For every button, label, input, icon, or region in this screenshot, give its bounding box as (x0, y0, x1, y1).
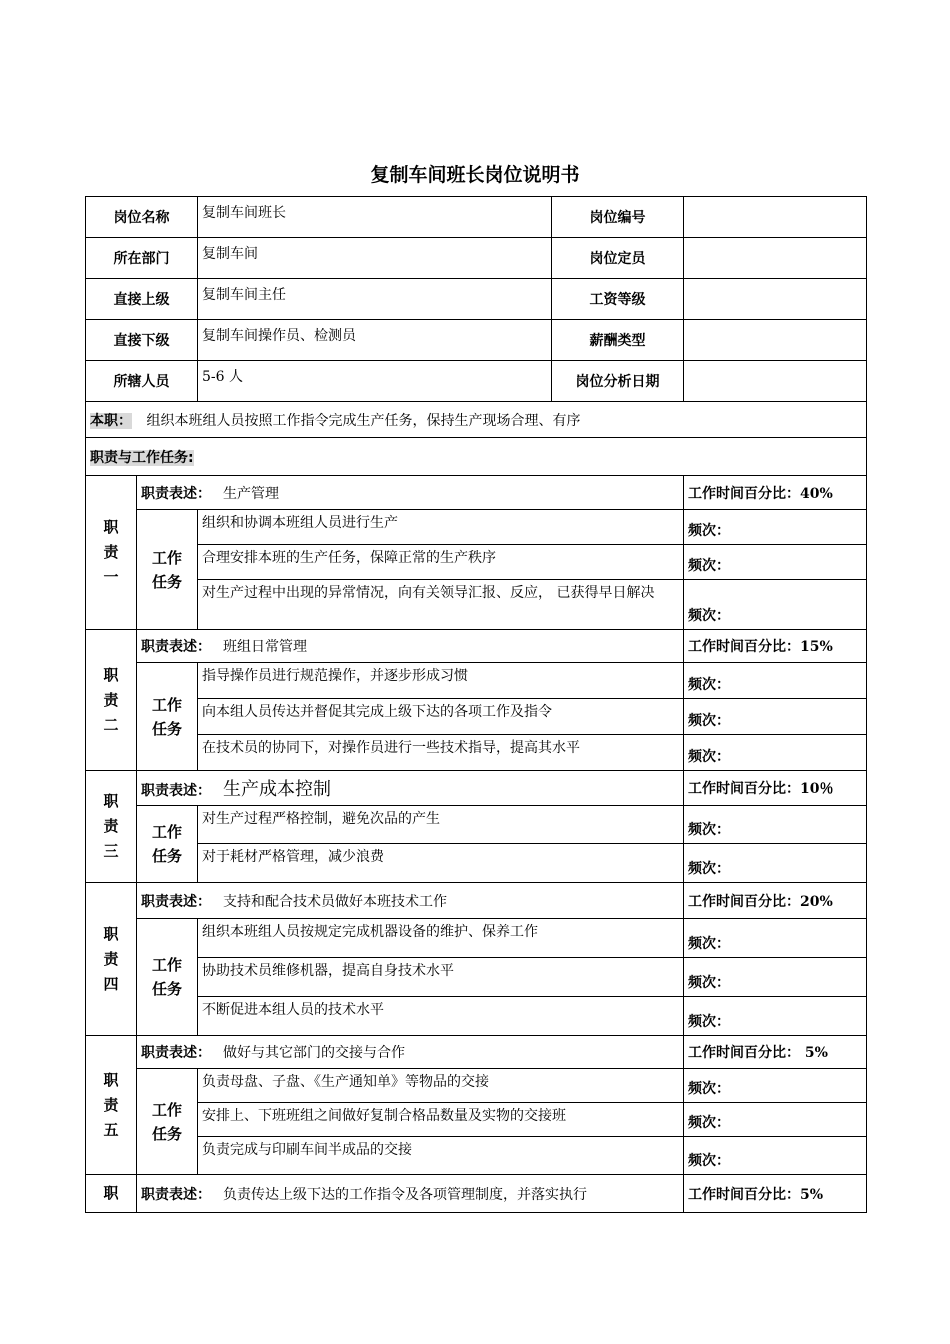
duty-name: 职 责 二 (86, 630, 137, 771)
work-task-label: 工作 任务 (137, 510, 198, 630)
duties-heading-row (86, 438, 867, 476)
field-value (684, 361, 867, 402)
duty-desc-label: 职责表述： (141, 639, 211, 655)
field-value: 复制车间操作员、检测员 (198, 320, 552, 361)
duty-summary-text: 组织本班组人员按照工作指令完成生产任务，保持生产现场合理、有序 (146, 412, 581, 429)
work-time-percent-label: 工作时间百分比： (688, 893, 800, 910)
job-description-table (85, 196, 867, 1213)
work-time-percent-value: 15% (800, 639, 833, 655)
work-time-percent-value: 5% (800, 1186, 824, 1203)
duty-description (137, 1036, 684, 1069)
work-time-percent-label: 工作时间百分比： (688, 1045, 800, 1061)
field-value: 复制车间 (198, 238, 552, 279)
duty-summary-row (86, 402, 867, 438)
info-row (86, 197, 867, 238)
duty-name: 职 责 四 (86, 883, 137, 1036)
task-row (86, 663, 867, 699)
task-text: 负责母盘、子盘、《生产通知单》等物品的交接 (198, 1069, 684, 1103)
frequency: 频次： (684, 997, 867, 1036)
work-time-percent-label: 工作时间百分比： (688, 639, 800, 655)
frequency: 频次： (684, 844, 867, 883)
task-text: 向本组人员传达并督促其完成上级下达的各项工作及指令 (198, 699, 684, 735)
field-label: 工资等级 (552, 279, 684, 320)
task-row (86, 919, 867, 958)
task-text: 协助技术员维修机器，提高自身技术水平 (198, 958, 684, 997)
field-label: 直接下级 (86, 320, 198, 361)
work-time-percent-value: 20% (800, 893, 833, 910)
duty-desc-text: 做好与其它部门的交接与合作 (223, 1045, 405, 1061)
frequency: 频次： (684, 1103, 867, 1137)
field-label: 岗位编号 (552, 197, 684, 238)
task-row (86, 997, 867, 1036)
field-label: 所辖人员 (86, 361, 198, 402)
task-text: 组织本班组人员按规定完成机器设备的维护、保养工作 (198, 919, 684, 958)
duty-desc-row (86, 1036, 867, 1069)
frequency: 频次： (684, 1137, 867, 1175)
field-value (684, 279, 867, 320)
work-time-percent-value: 40% (800, 485, 833, 502)
duty-desc-text: 负责传达上级下达的工作指令及各项管理制度，并落实执行 (223, 1186, 587, 1203)
duty-desc-label: 职责表述： (141, 893, 211, 910)
task-row (86, 806, 867, 844)
task-text: 对生产过程严格控制，避免次品的产生 (198, 806, 684, 844)
task-text: 组织和协调本班组人员进行生产 (198, 510, 684, 545)
work-time-percent-value: 5% (800, 1045, 828, 1061)
task-text: 指导操作员进行规范操作，并逐步形成习惯 (198, 663, 684, 699)
task-row (86, 735, 867, 771)
task-text: 在技术员的协同下，对操作员进行一些技术指导，提高其水平 (198, 735, 684, 771)
task-row (86, 580, 867, 630)
duty-desc-label: 职责表述： (141, 485, 211, 502)
task-text: 合理安排本班的生产任务，保障正常的生产秩序 (198, 545, 684, 580)
duty-desc-label: 职责表述： (141, 783, 211, 799)
work-time-percent (684, 630, 867, 663)
duty-summary (86, 402, 867, 438)
field-value (684, 197, 867, 238)
field-label: 直接上级 (86, 279, 198, 320)
task-text: 对生产过程中出现的异常情况，向有关领导汇报、反应， 已获得早日解决 (198, 580, 684, 630)
duty-name: 职 责 一 (86, 476, 137, 630)
task-row (86, 699, 867, 735)
duty-description (137, 883, 684, 919)
work-task-label: 工作 任务 (137, 919, 198, 1036)
task-row (86, 1103, 867, 1137)
duty-desc-row (86, 630, 867, 663)
work-task-label: 工作 任务 (137, 806, 198, 883)
duty-desc-text: 生产管理 (223, 485, 279, 502)
document-title: 复制车间班长岗位说明书 (370, 164, 580, 186)
frequency: 频次： (684, 958, 867, 997)
field-value: 复制车间班长 (198, 197, 552, 238)
duty-desc-row (86, 1175, 867, 1213)
task-row (86, 1137, 867, 1175)
work-time-percent-label: 工作时间百分比： (688, 485, 800, 502)
work-time-percent (684, 476, 867, 510)
duty-name: 职 责 三 (86, 771, 137, 883)
work-time-percent (684, 1175, 867, 1213)
duty-description (137, 630, 684, 663)
duty-summary-label: 本职： (90, 412, 132, 429)
work-task-label: 工作 任务 (137, 663, 198, 771)
duty-description (137, 1175, 684, 1213)
task-row (86, 545, 867, 580)
duty-desc-row (86, 883, 867, 919)
work-time-percent-label: 工作时间百分比： (688, 781, 800, 797)
info-row (86, 320, 867, 361)
duties-heading-text: 职责与工作任务: (90, 449, 194, 466)
duty-desc-label: 职责表述： (141, 1045, 211, 1061)
task-row (86, 958, 867, 997)
field-value: 5-6 人 (198, 361, 552, 402)
field-label: 薪酬类型 (552, 320, 684, 361)
task-text: 对于耗材严格管理，减少浪费 (198, 844, 684, 883)
task-row (86, 1069, 867, 1103)
info-row (86, 238, 867, 279)
duties-heading (86, 438, 867, 476)
frequency: 频次： (684, 510, 867, 545)
task-text: 负责完成与印刷车间半成品的交接 (198, 1137, 684, 1175)
duty-name: 职 (86, 1175, 137, 1213)
frequency: 频次： (684, 806, 867, 844)
field-label: 岗位分析日期 (552, 361, 684, 402)
work-time-percent-value: 10％ (800, 781, 834, 797)
field-value (684, 320, 867, 361)
field-label: 岗位定员 (552, 238, 684, 279)
duty-description (137, 476, 684, 510)
work-time-percent (684, 1036, 867, 1069)
duty-name: 职 责 五 (86, 1036, 137, 1175)
duty-desc-row (86, 476, 867, 510)
info-row (86, 279, 867, 320)
field-label: 所在部门 (86, 238, 198, 279)
work-time-percent (684, 883, 867, 919)
duty-desc-text: 班组日常管理 (223, 639, 307, 655)
frequency: 频次： (684, 663, 867, 699)
field-value: 复制车间主任 (198, 279, 552, 320)
work-time-percent-label: 工作时间百分比： (688, 1186, 800, 1203)
work-time-percent (684, 771, 867, 806)
duty-desc-text: 支持和配合技术员做好本班技术工作 (223, 893, 447, 910)
task-row (86, 510, 867, 545)
frequency: 频次： (684, 919, 867, 958)
duty-description (137, 771, 684, 806)
duty-desc-text: 生产成本控制 (223, 779, 331, 800)
field-value (684, 238, 867, 279)
duty-desc-label: 职责表述： (141, 1186, 211, 1203)
frequency: 频次： (684, 735, 867, 771)
frequency: 频次： (684, 545, 867, 580)
duty-desc-row (86, 771, 867, 806)
field-label: 岗位名称 (86, 197, 198, 238)
task-row (86, 844, 867, 883)
info-row (86, 361, 867, 402)
frequency: 频次： (684, 1069, 867, 1103)
frequency: 频次： (684, 699, 867, 735)
task-text: 不断促进本组人员的技术水平 (198, 997, 684, 1036)
frequency: 频次： (684, 580, 867, 630)
task-text: 安排上、下班班组之间做好复制合格品数量及实物的交接班 (198, 1103, 684, 1137)
work-task-label: 工作 任务 (137, 1069, 198, 1175)
